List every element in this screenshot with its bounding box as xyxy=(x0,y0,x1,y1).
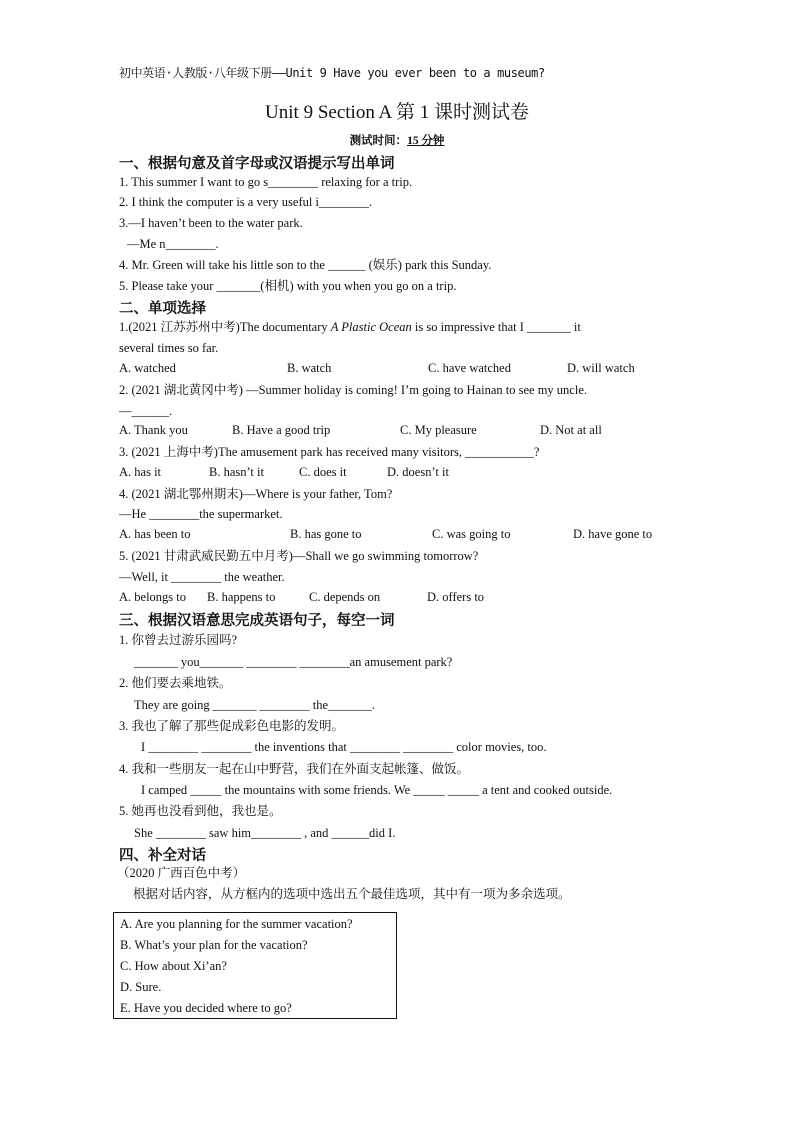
s2-q5-opt-c: C. depends on xyxy=(309,590,381,604)
options-box xyxy=(113,912,397,1019)
s2-q1-post: is so impressive that I _______ it xyxy=(411,320,581,334)
header-line: 初中英语·人教版·八年级下册——Unit 9 Have you ever been to a museum? xyxy=(119,66,545,80)
s3-q1-en: _______ you_______ ________ ________an amusement park? xyxy=(134,655,453,669)
s1-q2: 2. I think the computer is a very useful i________. xyxy=(119,195,373,209)
s2-q3-opt-a: A. has it xyxy=(119,465,162,479)
s2-q5-opt-b: B. happens to xyxy=(207,590,276,604)
option-c: C. How about Xi’an? xyxy=(120,959,227,973)
option-e: E. Have you decided where to go? xyxy=(120,1001,292,1015)
s2-q2-opt-c: C. My pleasure xyxy=(400,423,477,437)
s4-source: （2020 广西百色中考） xyxy=(117,866,246,880)
s2-q1-title: A Plastic Ocean xyxy=(330,320,412,334)
section-3-heading: 三、根据汉语意思完成英语句子，每空一词 xyxy=(119,613,395,629)
option-a: A. Are you planning for the summer vacation? xyxy=(120,917,353,931)
s2-q1-opt-c: C. have watched xyxy=(428,361,511,375)
s3-q1-cn: 1. 你曾去过游乐园吗? xyxy=(119,633,238,647)
s2-q5-opt-d: D. offers to xyxy=(427,590,485,604)
s2-q1-opt-b: B. watch xyxy=(287,361,332,375)
s2-q2-opt-d: D. Not at all xyxy=(540,423,602,437)
option-d: D. Sure. xyxy=(120,980,162,994)
s2-q3-opt-d: D. doesn’t it xyxy=(387,465,449,479)
s2-q1-cont: several times so far. xyxy=(119,341,219,355)
s2-q4-opt-c: C. was going to xyxy=(432,527,511,541)
time-label: 测试时间： xyxy=(349,135,408,147)
section-2-heading: 二、单项选择 xyxy=(119,301,206,317)
s1-q3b: —Me n________. xyxy=(127,237,219,251)
s2-q1-opt-d: D. will watch xyxy=(567,361,635,375)
s3-q4-en: I camped _____ the mountains with some friends. We _____ _____ a tent and cooked outside. xyxy=(141,783,613,797)
s3-q4-cn: 4. 我和一些朋友一起在山中野营，我们在外面支起帐篷、做饭。 xyxy=(119,762,470,776)
s2-q2-cont: —______. xyxy=(119,404,173,418)
s3-q2-en: They are going _______ ________ the_______. xyxy=(134,698,375,712)
s2-q1-opt-a: A. watched xyxy=(119,361,176,375)
s2-q1-pre: 1.(2021 江苏苏州中考)The documentary xyxy=(119,320,331,334)
s2-q2-opt-b: B. Have a good trip xyxy=(232,423,331,437)
s2-q5: 5. (2021 甘肃武威民勤五中月考)—Shall we go swimming tomorrow? xyxy=(119,549,479,563)
s2-q1 xyxy=(119,319,581,336)
section-1-heading: 一、根据句意及首字母或汉语提示写出单词 xyxy=(119,156,395,172)
s3-q5-cn: 5. 她再也没看到他，我也是。 xyxy=(119,804,282,818)
s2-q4-opt-d: D. have gone to xyxy=(573,527,653,541)
s2-q3-opt-c: C. does it xyxy=(299,465,347,479)
s1-q3a: 3.—I haven’t been to the water park. xyxy=(119,216,303,230)
s2-q2: 2. (2021 湖北黄冈中考) —Summer holiday is coming! I’m going to Hainan to see my uncle. xyxy=(119,383,587,397)
s2-q4-cont: —He ________the supermarket. xyxy=(119,507,283,521)
option-b: B. What’s your plan for the vacation? xyxy=(120,938,308,952)
time-value: 15 分钟 xyxy=(407,135,445,147)
test-time xyxy=(0,132,794,148)
s2-q4-opt-a: A. has been to xyxy=(119,527,191,541)
s3-q5-en: She ________ saw him________ , and ______did I. xyxy=(134,826,396,840)
s2-q3-opt-b: B. hasn’t it xyxy=(209,465,264,479)
s1-q1: 1. This summer I want to go s________ relaxing for a trip. xyxy=(119,175,413,189)
s4-instruction: 根据对话内容，从方框内的选项中选出五个最佳选项，其中有一项为多余选项。 xyxy=(133,887,571,901)
section-4-heading: 四、补全对话 xyxy=(119,848,206,864)
s2-q2-opt-a: A. Thank you xyxy=(119,423,188,437)
s3-q3-cn: 3. 我也了解了那些促成彩色电影的发明。 xyxy=(119,719,345,733)
s2-q4: 4. (2021 湖北鄂州期末)—Where is your father, Tom? xyxy=(119,487,393,501)
s1-q4: 4. Mr. Green will take his little son to the ______ (娱乐) park this Sunday. xyxy=(119,258,492,272)
s2-q5-cont: —Well, it ________ the weather. xyxy=(119,570,285,584)
s2-q4-opt-b: B. has gone to xyxy=(290,527,362,541)
s3-q2-cn: 2. 他们要去乘地铁。 xyxy=(119,676,232,690)
page-title: Unit 9 Section A 第 1 课时测试卷 xyxy=(265,102,529,123)
s2-q3: 3. (2021 上海中考)The amusement park has received many visitors, ___________? xyxy=(119,445,540,459)
s3-q3-en: I ________ ________ the inventions that ________ ________ color movies, too. xyxy=(141,740,547,754)
s1-q5: 5. Please take your _______(相机) with you when you go on a trip. xyxy=(119,279,457,293)
s2-q5-opt-a: A. belongs to xyxy=(119,590,187,604)
